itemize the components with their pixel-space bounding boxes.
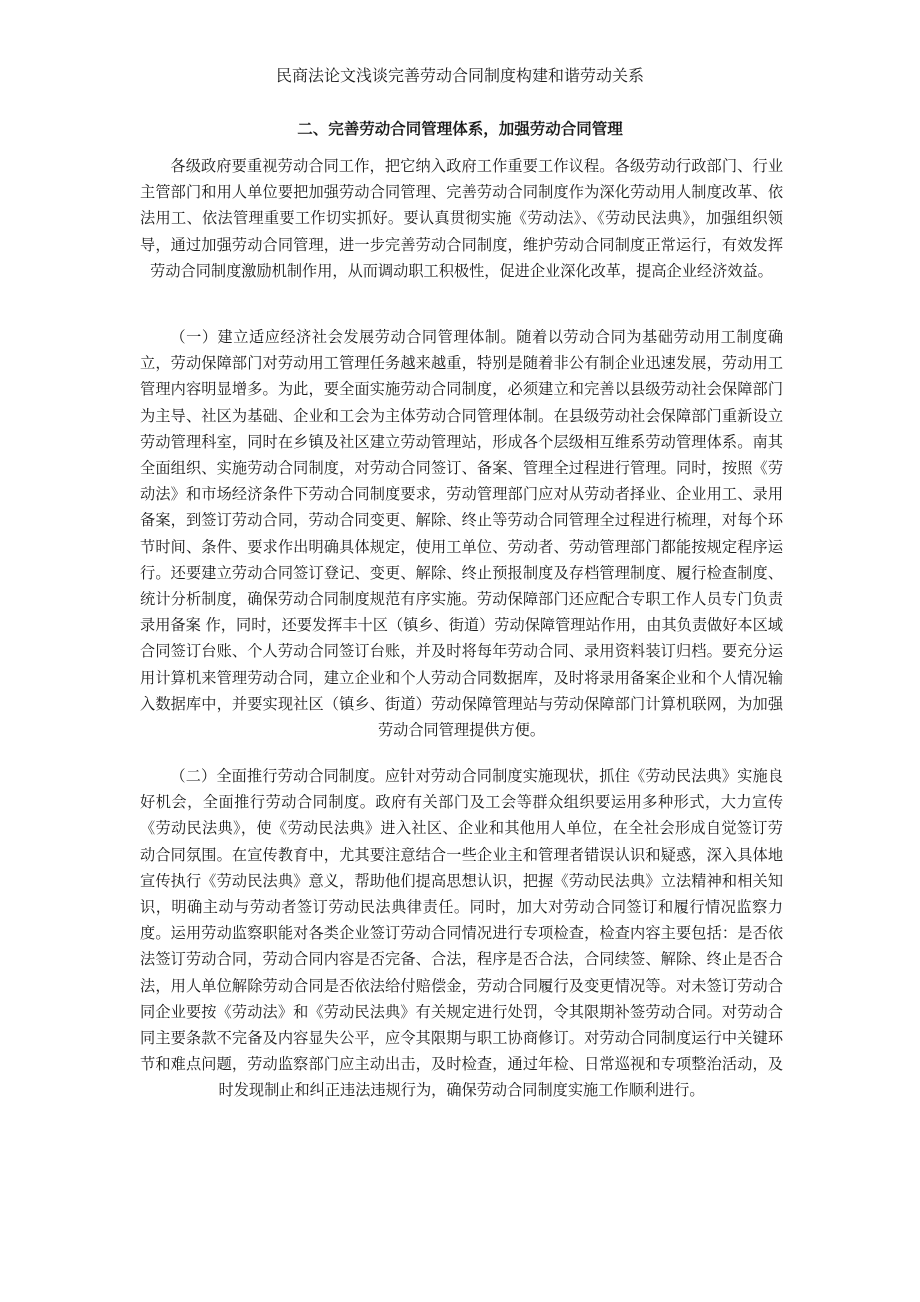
section-heading: 二、完善劳动合同管理体系，加强劳动合同管理 — [297, 119, 623, 138]
paragraph-intro: 各级政府要重视劳动合同工作，把它纳入政府工作重要工作议程。各级劳动行政部门、行业主管部门和用人单位要把加强劳动合同管理、完善劳动合同制度作为深化劳动用人制度改革、依法用工、依法管理重要工作切实抓好。要认真贯彻实施《劳动法》、《劳动民法典》，加强组织领导，通过加强劳动合同管理，进一步完善劳动合同制度，维护劳动合同制度正常运行，有效发挥劳动合同制度激励机制作用，从而调动职工积极性，促进企业深化改革，提高企业经济效益。 — [140, 157, 783, 280]
paragraph-implementation: （二）全面推行劳动合同制度。应针对劳动合同制度实施现状，抓住《劳动民法典》实施良好机会，全面推行劳动合同制度。政府有关部门及工会等群众组织要运用多种形式，大力宣传《劳动民法典》，使《劳动民法典》进入社区、企业和其他用人单位，在全社会形成自觉签订劳动合同氛围。在宣传教育中，尤其要注意结合一些企业主和管理者错误认识和疑惑，深入具体地宣传执行《劳动民法典》意义，帮助他们提高思想认识，把握《劳动民法典》立法精神和相关知识，明确主动与劳动者签订劳动民法典律责任。同时，加大对劳动合同签订和履行情况监察力度。运用劳动监察职能对各类企业签订劳动合同情况进行专项检查，检查内容主要包括：是否依法签订劳动合同，劳动合同内容是否完备、合法，程序是否合法，合同续签、解除、终止是否合法，用人单位解除劳动合同是否依法给付赔偿金，劳动合同履行及变更情况等。对未签订劳动合同企业要按《劳动法》和《劳动民法典》有关规定进行处罚，令其限期补签劳动合同。对劳动合同主要条款不完备及内容显失公平，应令其限期与职工协商修订。对劳动合同制度运行中关键环节和难点问题，劳动监察部门应主动出击，及时检查，通过年检、日常巡视和专项整治活动，及时发现制止和纠正违法违规行为，确保劳动合同制度实施工作顺利进行。 — [140, 767, 783, 1100]
paragraph-management-system: （一）建立适应经济社会发展劳动合同管理体制。随着以劳动合同为基础劳动用工制度确立，劳动保障部门对劳动用工管理任务越来越重，特别是随着非公有制企业迅速发展，劳动用工管理内容明显增多。为此，要全面实施劳动合同制度，必须建立和完善以县级劳动社会保障部门为主导、社区为基础、企业和工会为主体劳动合同管理体制。在县级劳动社会保障部门重新设立劳动管理科室，同时在乡镇及社区建立劳动管理站，形成各个层级相互维系劳动管理体系。南其全面组织、实施劳动合同制度，对劳动合同签订、备案、管理全过程进行管理。同时，按照《劳动法》和市场经济条件下劳动合同制度要求，劳动管理部门应对从劳动者择业、企业用工、录用备案，到签订劳动合同，劳动合同变更、解除、终止等劳动合同管理全过程进行梳理，对每个环节时间、条件、要求作出明确具体规定，使用工单位、劳动者、劳动管理部门都能按规定程序运行。还要建立劳动合同签订登记、变更、解除、终止预报制度及存档管理制度、履行检查制度、统计分析制度，确保劳动合同制度规范有序实施。劳动保障部门还应配合专职工作人员专门负责录用备案 作，同时，还要发挥丰十区（镇乡、街道）劳动保障管理站作用，由其负责做好本区域合同签订台账、个人劳动合同签订台账，并及时将每年劳动合同、录用资料装订归档。要充分运用计算机来管理劳动合同，建立企业和个人劳动合同数据库，及时将录用备案企业和个人情况输入数据库中，并要实现社区（镇乡、街道）劳动保障管理站与劳动保障部门计算机联网，为加强劳动合同管理提供方便。 — [140, 328, 783, 740]
document-title: 民商法论文浅谈完善劳动合同制度构建和谐劳动关系 — [275, 66, 644, 85]
